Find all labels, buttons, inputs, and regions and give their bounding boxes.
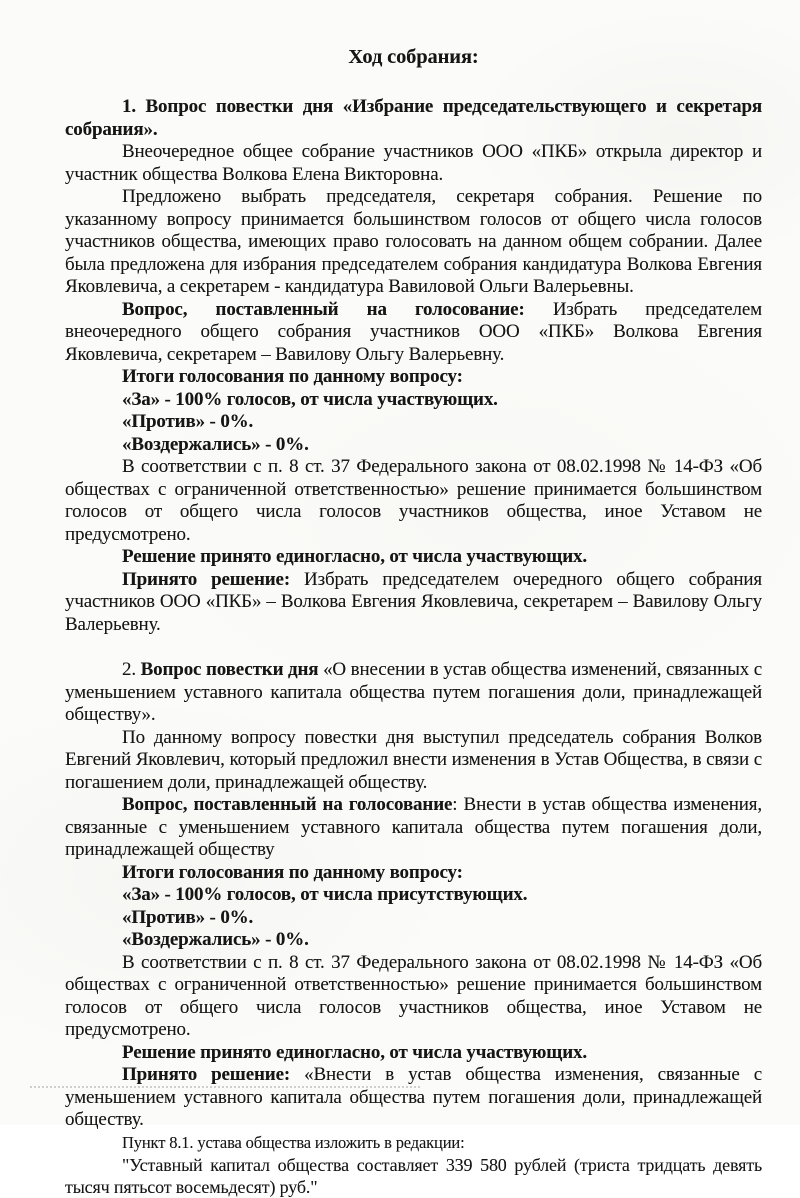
voting-results-heading-1-text: Итоги голосования по данному вопросу: [122, 366, 463, 387]
adopted-decision-1-text: Избрать председателем очередного общего собрания участников ООО «ПКБ» – Волкова Евгения Яковлевича, секретарем – Вавилову Ольгу Валерьевну. [65, 568, 762, 635]
unanimous-decision-note-2-text: Решение принято единогласно, от числа участвующих. [122, 1041, 587, 1063]
voting-results-heading-1 [65, 366, 762, 389]
meeting-opened-paragraph [65, 141, 762, 186]
unanimous-decision-note-2 [65, 1042, 762, 1065]
vote-against-1 [65, 411, 762, 434]
law-reference-1 [65, 456, 762, 546]
question-put-to-vote-2-text: : Внести в устав общества изменения, связанные с уменьшением уставного капитала общества путем погашения доли, принадлежащей обществу [65, 794, 762, 860]
adopted-decision-1-label: Принято решение: [122, 568, 291, 590]
law-reference-1-text: В соответствии с п. 8 ст. 37 Федерального закона от 08.02.1998 № 14-ФЗ «Об обществах с ограниченной ответственностью» решение принимается большинством голосов от общего числа голосов участников общества, иное Уставом не предусмотрено. [65, 456, 762, 545]
document-content [65, 44, 762, 1198]
vote-for-2-text: «За» - 100% голосов, от числа присутствующих. [122, 884, 528, 905]
unanimous-decision-note-1-text: Решение принято единогласно, от числа участвующих. [122, 546, 587, 567]
agenda-item-2-number: 2. [122, 659, 141, 680]
question-put-to-vote-1 [65, 299, 762, 367]
agenda-item-1-heading [65, 96, 762, 141]
adopted-decision-2-text: «Внести в устав общества изменения, связанные с уменьшением уставного капитала общества путем погашения доли, принадлежащей обществу. [65, 1064, 762, 1130]
chair-secretary-proposal-text: Предложено выбрать председателя, секретаря собрания. Решение по указанному вопросу принимается большинством голосов от общего числа голосов участников общества, имеющих право голосовать на данном общем собрании. Далее была предложена для избрания председателем собрания кандидатура Волкова Евгения Яковлевича, а секретарем - кандидатура Вавиловой Ольги Валерьевны. [65, 186, 762, 297]
vote-against-2-text: «Против» - 0%. [122, 906, 254, 928]
scan-artifact-line [30, 1086, 420, 1088]
voting-results-heading-2 [65, 862, 762, 885]
law-reference-2-text: В соответствии с п. 8 ст. 37 Федерального закона от 08.02.1998 № 14-ФЗ «Об обществах с ограниченной ответственностью» решение принимается большинством голосов от общего числа голосов участников общества, иное Уставом не предусмотрено. [65, 951, 762, 1040]
chair-secretary-proposal-paragraph [65, 186, 762, 299]
voting-results-heading-2-text: Итоги голосования по данному вопросу: [122, 861, 463, 883]
meeting-opened-text: Внеочередное общее собрание участников ООО «ПКБ» открыла директор и участник общества Волкова Елена Викторовна. [65, 141, 762, 185]
vote-abstained-1-text: «Воздержались» - 0%. [122, 433, 309, 455]
question-put-to-vote-1-text: Избрать председателем внеочередного общего собрания участников ООО «ПКБ» Волкова Евгения Яковлевича, секретарем – Вавилову Ольгу Валерьевну. [65, 298, 762, 365]
question-put-to-vote-1-label: Вопрос, поставленный на голосование: [122, 298, 525, 320]
speaker-paragraph-text: По данному вопросу повестки дня выступил председатель собрания Волков Евгений Яковлевич, который предложил внести изменения в Устав Общества, в связи с погашением доли, принадлежащей обществу. [65, 726, 762, 793]
vote-for-1 [65, 389, 762, 412]
agenda-item-1-heading-text: 1. Вопрос повестки дня «Избрание председательствующего и секретаря собрания». [65, 96, 762, 140]
law-reference-2 [65, 952, 762, 1042]
charter-capital-quote [65, 1154, 762, 1198]
question-put-to-vote-2 [65, 794, 762, 862]
vote-abstained-1 [65, 434, 762, 457]
adopted-decision-1 [65, 569, 762, 637]
unanimous-decision-note-1 [65, 546, 762, 569]
charter-capital-quote-text: "Уставный капитал общества составляет 339 580 рублей (триста тридцать девять тысяч пятьсот восемьдесят) руб." [65, 1154, 762, 1197]
charter-clause-intro-text: Пункт 8.1. устава общества изложить в редакции: [122, 1132, 465, 1152]
agenda-item-2-heading-text: «О внесении в устав общества изменений, связанных с уменьшением уставного капитала общества путем погашения доли, принадлежащей обществу». [65, 659, 762, 725]
vote-abstained-2-text: «Воздержались» - 0%. [122, 929, 309, 950]
charter-clause-intro [65, 1132, 762, 1154]
vote-abstained-2 [65, 929, 762, 952]
vote-for-1-text: «За» - 100% голосов, от числа участвующих. [122, 388, 498, 410]
adopted-decision-2 [65, 1064, 762, 1132]
document-title: Ход собрания: [348, 46, 479, 68]
vote-against-2 [65, 907, 762, 930]
agenda-item-2-heading-label: Вопрос повестки дня [140, 659, 319, 680]
speaker-paragraph [65, 727, 762, 795]
vote-for-2 [65, 884, 762, 907]
agenda-item-2-heading [65, 659, 762, 727]
adopted-decision-2-label: Принято решение: [122, 1064, 291, 1085]
vote-against-1-text: «Против» - 0%. [122, 411, 254, 432]
question-put-to-vote-2-label: Вопрос, поставленный на голосование [122, 794, 453, 815]
